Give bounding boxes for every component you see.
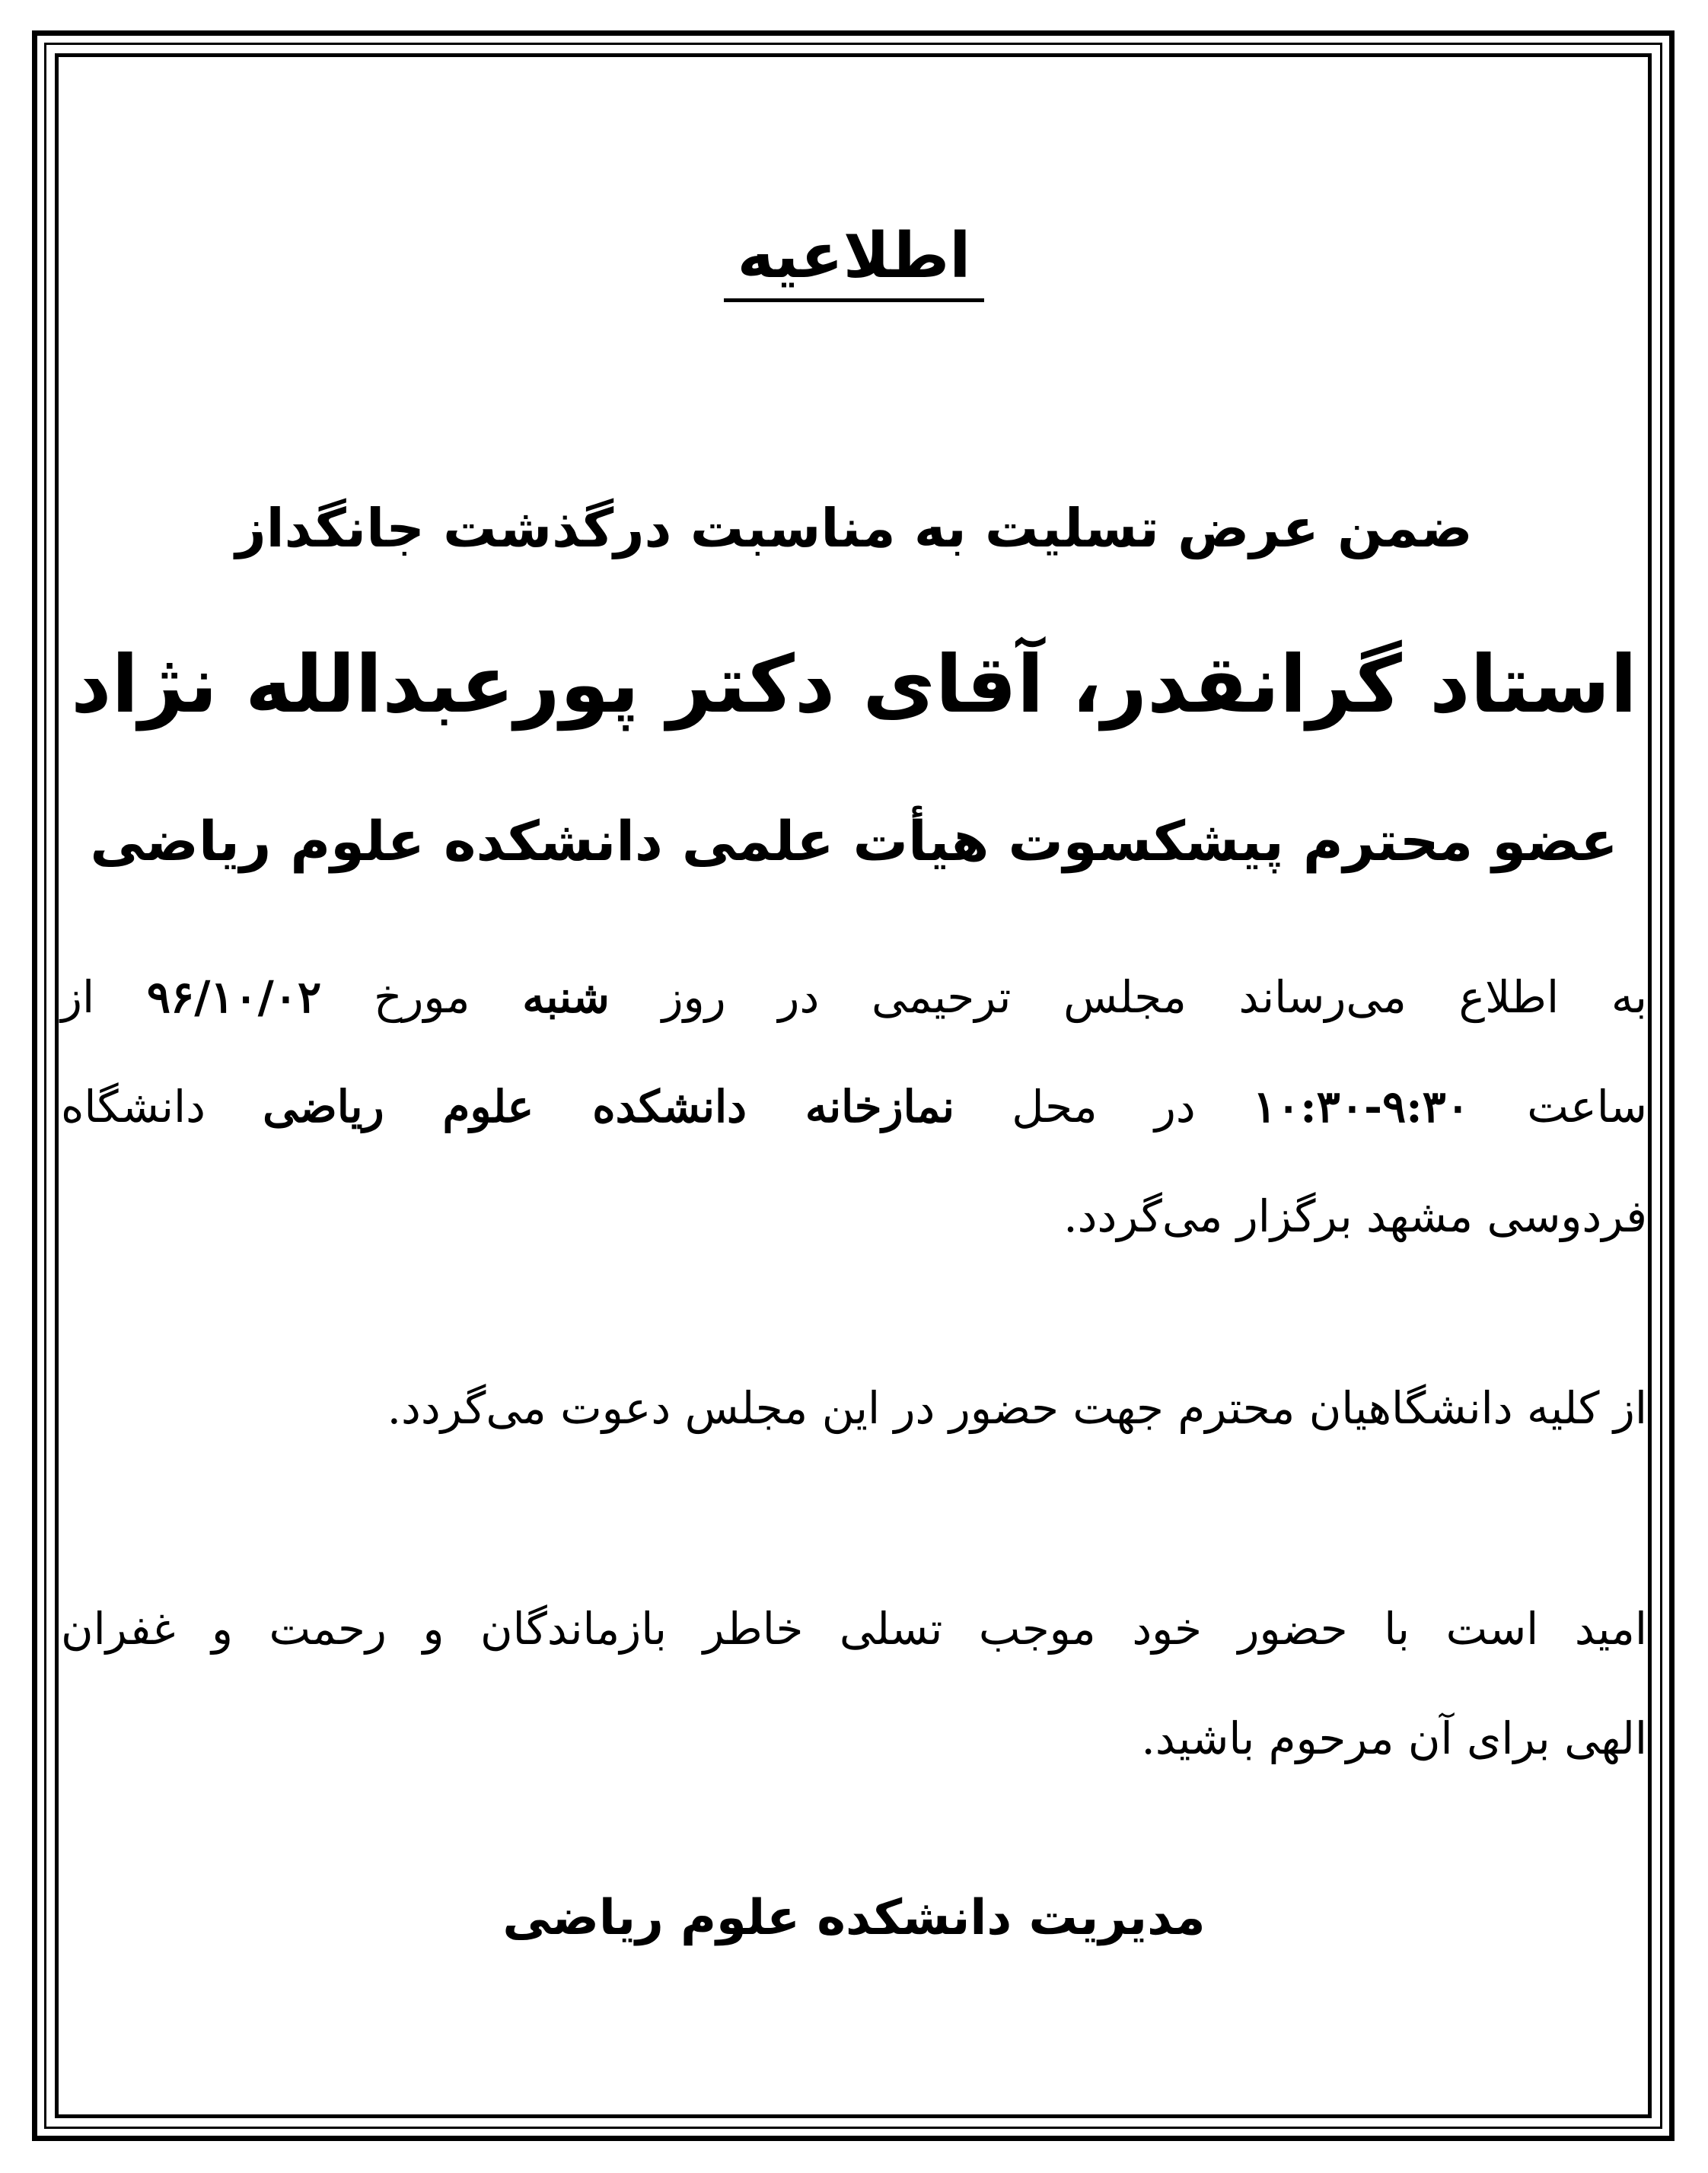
ceremony-date: ۹۶/۱۰/۰۲ xyxy=(146,971,322,1023)
ceremony-day: شنبه xyxy=(522,971,610,1023)
ceremony-text: در محل xyxy=(1012,1081,1196,1133)
ceremony-text: ساعت xyxy=(1527,1081,1648,1133)
signature: مدیریت دانشکده علوم ریاضی xyxy=(502,1890,1206,1946)
ceremony-time: ۹:۳۰-۱۰:۳۰ xyxy=(1252,1081,1470,1133)
ceremony-line-2 xyxy=(61,1052,1647,1161)
ceremony-line-3: فردوسی مشهد برگزار می‌گردد. xyxy=(1063,1190,1647,1242)
ceremony-text: مورخ xyxy=(373,971,470,1023)
ceremony-line-1 xyxy=(61,942,1647,1052)
closing-line-1: امید است با حضور خود موجب تسلی خاطر بازماندگان و رحمت و غفران xyxy=(61,1603,1647,1655)
ceremony-text: از xyxy=(61,971,95,1023)
deceased-name: استاد گرانقدر، آقای دکتر پورعبدالله نژاد xyxy=(71,638,1637,731)
notice-sheet xyxy=(61,59,1647,2114)
deceased-position: عضو محترم پیشکسوت هیأت علمی دانشکده علوم ریاضی xyxy=(90,809,1618,873)
notice-title-text: اطلاعیه xyxy=(724,219,985,302)
ceremony-paragraph xyxy=(61,942,1647,1271)
notice-title xyxy=(61,219,1647,302)
closing-line-2: الهی برای آن مرحوم باشید. xyxy=(1141,1713,1647,1764)
invitation-paragraph xyxy=(61,1353,1647,1463)
closing-paragraph xyxy=(61,1574,1647,1793)
invitation-line: از کلیه دانشگاهیان محترم جهت حضور در این مجلس دعوت می‌گردد. xyxy=(387,1382,1647,1434)
ceremony-text: دانشگاه xyxy=(61,1081,206,1133)
ceremony-place: نمازخانه دانشکده علوم ریاضی xyxy=(263,1081,954,1133)
condolence-intro: ضمن عرض تسلیت به مناسبت درگذشت جانگداز xyxy=(235,497,1473,559)
ceremony-text: به اطلاع می‌رساند مجلس ترحیمی در روز xyxy=(661,971,1648,1023)
